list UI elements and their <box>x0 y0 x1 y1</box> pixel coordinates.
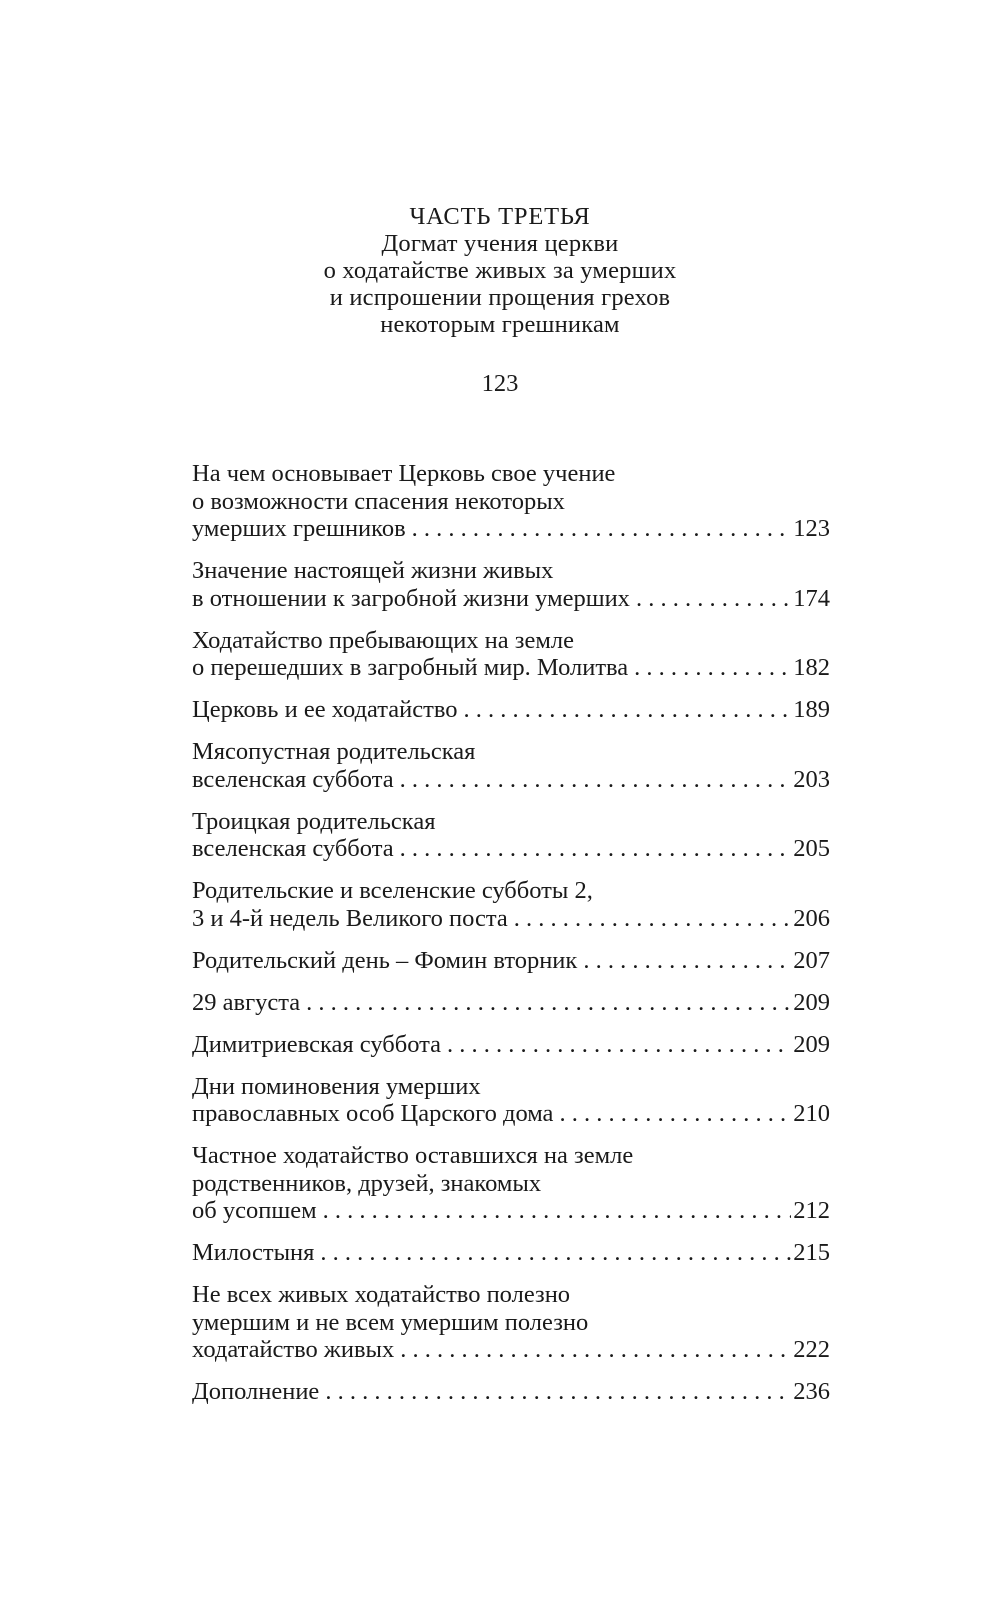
toc-page-number: 236 <box>793 1378 830 1405</box>
toc-entry <box>192 808 830 863</box>
toc-entry-title-line: вселенская суббота <box>192 765 394 793</box>
toc-entry-last-line <box>192 989 830 1017</box>
dot-leader <box>300 989 791 1017</box>
toc-entry-title-line: Церковь и ее ходатайство <box>192 696 458 723</box>
dot-leader <box>441 1031 791 1059</box>
toc-entry-last-line <box>192 766 830 794</box>
toc-entry-title-line: умерших грешников <box>192 515 406 542</box>
toc-entry-title-line: Дополнение <box>192 1378 320 1405</box>
toc-page-number: 209 <box>793 1030 830 1058</box>
part-subtitle-line: и испрошении прощения грехов <box>329 284 671 311</box>
toc-entry-title-line: 29 августа <box>192 988 301 1016</box>
dot-leader <box>394 1336 791 1364</box>
toc-entry <box>192 1142 830 1225</box>
toc-entry-title-line: Троицкая родительская <box>192 807 436 835</box>
toc-entry-title-line: Мясопустная родительская <box>192 738 476 765</box>
toc-entry-last-line <box>192 947 830 975</box>
toc-entry-title-line: о возможности спасения некоторых <box>192 487 565 515</box>
toc-page-number: 210 <box>793 1100 830 1127</box>
toc-entry-title-line: Милостыня <box>192 1239 315 1266</box>
toc-entry <box>192 877 830 932</box>
toc-entry-title-line: Ходатайство пребывающих на земле <box>192 626 574 654</box>
toc-page-number: 207 <box>793 946 830 974</box>
toc-page-number: 189 <box>793 696 830 723</box>
dot-leader <box>319 1378 791 1406</box>
toc-page-number: 206 <box>793 904 830 932</box>
toc-entry-last-line <box>192 696 830 724</box>
dot-leader <box>458 696 792 724</box>
part-heading <box>0 203 1000 338</box>
toc-entry-title-line: умершим и не всем умершим полезно <box>192 1308 589 1336</box>
toc-page-number: 212 <box>793 1197 830 1224</box>
part-subtitle-line: некоторым грешникам <box>380 311 620 338</box>
toc-entry-title-line: На чем основывает Церковь свое учение <box>192 460 616 487</box>
toc-entry-last-line <box>192 1336 830 1364</box>
toc-entry-last-line <box>192 654 830 682</box>
toc-page-number: 203 <box>793 765 830 793</box>
toc-entry-title-line: Родительский день – Фомин вторник <box>192 946 578 974</box>
toc-entry-last-line <box>192 835 830 863</box>
toc-entry <box>192 1073 830 1128</box>
dot-leader <box>406 515 792 543</box>
toc-entry-last-line <box>192 1197 830 1225</box>
toc-entry-last-line <box>192 1031 830 1059</box>
toc-entry <box>192 627 830 682</box>
toc-entry-title-line: ходатайство живых <box>192 1336 395 1363</box>
toc-entry <box>192 1239 830 1267</box>
toc-page-number: 222 <box>793 1336 830 1363</box>
toc-entry-title-line: об усопшем <box>192 1197 317 1224</box>
dot-leader <box>577 947 791 975</box>
dot-leader <box>508 905 791 933</box>
toc-entry <box>192 1378 830 1406</box>
part-subtitle-line: о ходатайстве живых за умерших <box>323 257 677 284</box>
toc-entry-last-line <box>192 905 830 933</box>
part-title: ЧАСТЬ ТРЕТЬЯ <box>409 203 591 230</box>
toc-page-number: 205 <box>793 835 830 862</box>
toc-entry-title-line: Не всех живых ходатайство полезно <box>192 1281 571 1308</box>
toc-page-number: 182 <box>793 654 830 681</box>
toc-entry-last-line <box>192 585 830 613</box>
toc-entry-last-line <box>192 1378 830 1406</box>
toc-entry <box>192 557 830 612</box>
toc-entry-title-line: родственников, друзей, знакомых <box>192 1169 542 1197</box>
toc-entry-last-line <box>192 1100 830 1128</box>
part-page-number: 123 <box>481 370 519 397</box>
toc-page-number: 209 <box>793 988 830 1016</box>
toc-page-number: 174 <box>793 584 830 612</box>
part-subtitle-line: Догмат учения церкви <box>381 230 619 257</box>
toc-entry-last-line <box>192 515 830 543</box>
toc-entry-title-line: 3 и 4-й недель Великого поста <box>192 904 508 932</box>
dot-leader <box>317 1197 792 1225</box>
toc-entry <box>192 947 830 975</box>
dot-leader <box>314 1239 791 1267</box>
toc-entry-title-line: Значение настоящей жизни живых <box>192 557 554 584</box>
toc-page-number: 123 <box>793 515 830 542</box>
toc-entry-title-line: Родительские и вселенские субботы 2, <box>192 877 593 904</box>
toc-entry <box>192 1031 830 1059</box>
toc-entry-title-line: Частное ходатайство оставшихся на земле <box>192 1142 634 1169</box>
dot-leader <box>394 766 792 794</box>
table-of-contents <box>192 460 830 1420</box>
toc-entry <box>192 460 830 543</box>
toc-entry <box>192 1281 830 1364</box>
toc-entry <box>192 696 830 724</box>
toc-entry-last-line <box>192 1239 830 1267</box>
toc-entry-title-line: Дни поминовения умерших <box>192 1072 481 1100</box>
toc-entry <box>192 738 830 793</box>
toc-entry-title-line: православных особ Царского дома <box>192 1100 554 1127</box>
dot-leader <box>628 654 791 682</box>
toc-entry-title-line: вселенская суббота <box>192 835 394 862</box>
dot-leader <box>553 1100 791 1128</box>
toc-entry <box>192 989 830 1017</box>
dot-leader <box>394 835 792 863</box>
toc-entry-title-line: Димитриевская суббота <box>192 1030 441 1058</box>
toc-page-number: 215 <box>793 1239 830 1266</box>
dot-leader <box>630 585 791 613</box>
toc-entry-title-line: в отношении к загробной жизни умерших <box>192 584 630 612</box>
toc-entry-title-line: о перешедших в загробный мир. Молитва <box>192 654 629 681</box>
